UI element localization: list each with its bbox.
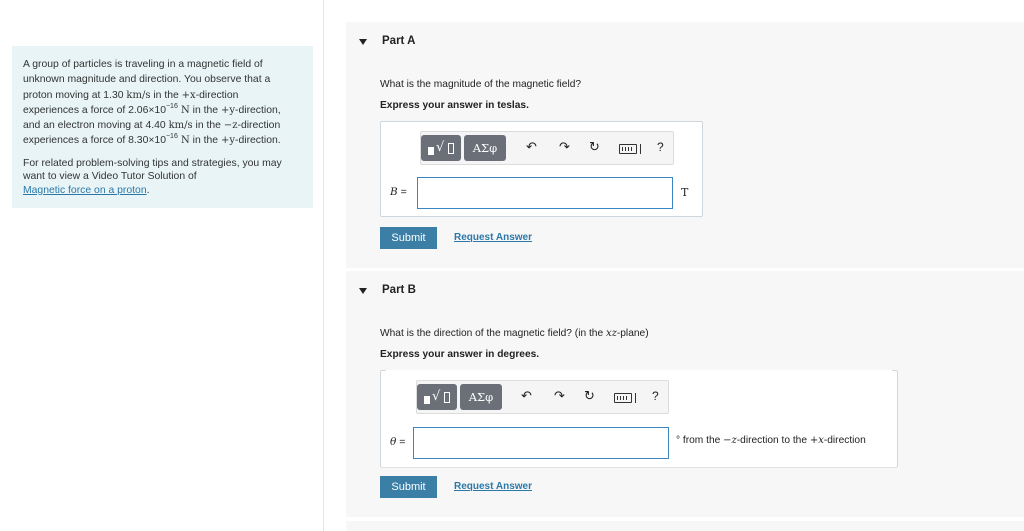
- part-b-answer-input[interactable]: [413, 427, 669, 459]
- redo-icon[interactable]: ↷: [554, 389, 565, 404]
- part-b-variable-label: θ =: [390, 436, 406, 448]
- part-b-title: Part B: [382, 284, 416, 296]
- part-a-unit: T: [681, 186, 689, 199]
- keyboard-icon[interactable]: [614, 393, 632, 403]
- help-icon[interactable]: ?: [657, 140, 664, 154]
- part-b-body: [346, 317, 1024, 517]
- problem-statement: [12, 46, 313, 208]
- reset-icon[interactable]: ↻: [584, 389, 595, 404]
- problem-line-1: A group of particles is traveling in a magnetic field of: [23, 59, 263, 70]
- part-b-question: What is the direction of the magnetic field? (in the xz-plane): [380, 328, 649, 339]
- part-b-submit-button[interactable]: Submit: [380, 476, 437, 498]
- problem-line-6: experiences a force of $8.30\times 10^{-16}$ N in the +y-direction.: [23, 133, 281, 147]
- part-a-variable-label: B =: [390, 186, 407, 198]
- templates-icon[interactable]: √: [417, 384, 457, 410]
- templates-icon[interactable]: √: [421, 135, 461, 161]
- caret-down-icon[interactable]: [359, 288, 367, 294]
- part-b-request-answer-link[interactable]: Request Answer: [454, 481, 532, 492]
- part-b-instruction: Express your answer in degrees.: [380, 349, 540, 360]
- caret-down-icon[interactable]: [359, 39, 367, 45]
- part-a-request-answer-link[interactable]: Request Answer: [454, 232, 532, 243]
- next-part-strip: [346, 521, 1024, 531]
- part-a-title: Part A: [382, 35, 416, 47]
- part-a-header[interactable]: [346, 22, 1024, 68]
- problem-line-4: experiences a force of $2.06\times 10^{-16}$ N in the +y-direction,: [23, 102, 281, 116]
- tips-text: For related problem-solving tips and strategies, you may want to view a Video Tutor Solution of Magnetic force on a proton.: [23, 157, 282, 196]
- part-a-answer-box: [380, 121, 703, 217]
- undo-icon[interactable]: ↶: [521, 389, 532, 404]
- part-b-unit: ° from the −z-direction to the +x-direction: [676, 435, 866, 446]
- undo-icon[interactable]: ↶: [526, 140, 537, 155]
- part-a-question: What is the magnitude of the magnetic field?: [380, 79, 582, 90]
- greek-symbols-icon[interactable]: ΑΣφ: [464, 135, 506, 161]
- left-pane: [0, 0, 324, 531]
- keyboard-bar: [635, 393, 636, 403]
- keyboard-icon[interactable]: [619, 144, 637, 154]
- reset-icon[interactable]: ↻: [589, 140, 600, 155]
- keyboard-bar: [640, 144, 641, 154]
- part-a-instruction: Express your answer in teslas.: [380, 100, 529, 111]
- problem-line-2: unknown magnitude and direction. You observe that a: [23, 74, 271, 86]
- problem-line-3: proton moving at 1.30 km/s in the +x-direction: [23, 89, 239, 101]
- greek-symbols-icon[interactable]: ΑΣφ: [460, 384, 502, 410]
- part-a-body: [346, 68, 1024, 268]
- part-a-submit-button[interactable]: Submit: [380, 227, 437, 249]
- problem-line-5: and an electron moving at 4.40 km/s in the −z-direction: [23, 120, 281, 132]
- video-tutor-link[interactable]: Magnetic force on a proton: [23, 184, 147, 196]
- part-b-answer-box: [380, 370, 898, 468]
- redo-icon[interactable]: ↷: [559, 140, 570, 155]
- part-a-answer-input[interactable]: [417, 177, 673, 209]
- help-icon[interactable]: ?: [652, 389, 659, 403]
- part-b-math-toolbar: [416, 380, 669, 414]
- part-a-math-toolbar: [420, 131, 674, 165]
- part-b-header[interactable]: [346, 271, 1024, 317]
